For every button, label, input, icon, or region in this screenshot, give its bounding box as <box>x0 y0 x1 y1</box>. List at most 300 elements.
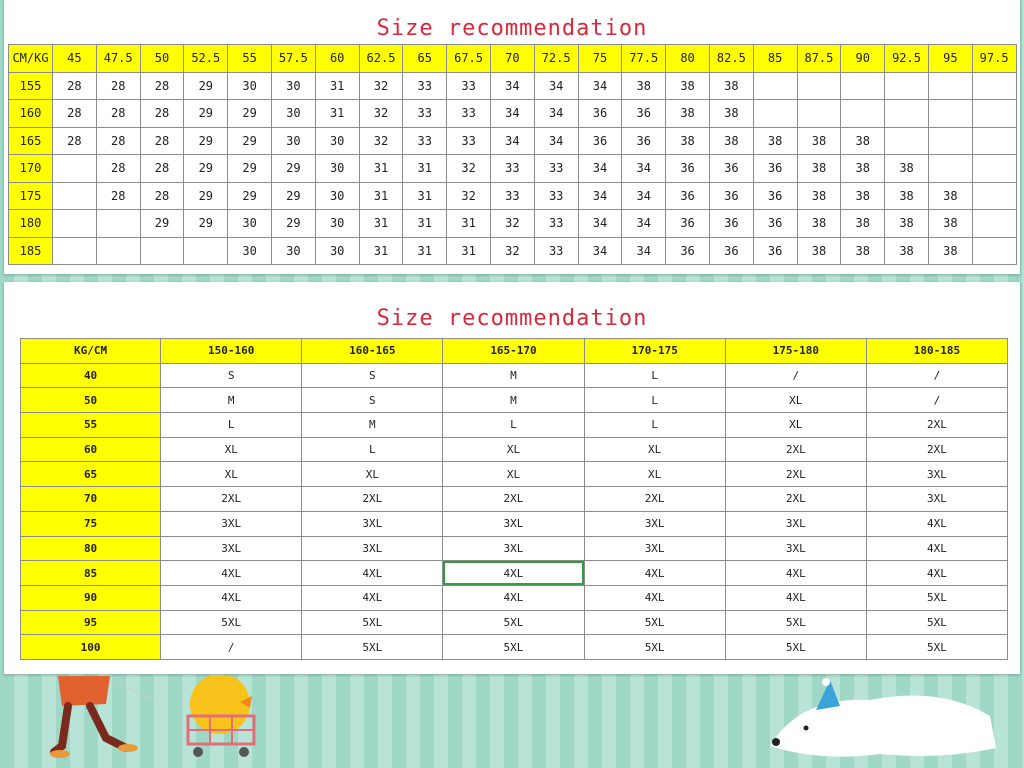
table-cell: 30 <box>315 182 359 210</box>
table-cell <box>184 237 228 265</box>
row-header: 170 <box>9 155 53 183</box>
table-cell: 29 <box>228 182 272 210</box>
table-cell: 28 <box>140 72 184 100</box>
table-cell <box>53 237 97 265</box>
table-cell: 31 <box>359 210 403 238</box>
table-cell: M <box>443 363 584 388</box>
selected-cell[interactable]: 4XL <box>443 561 584 586</box>
table-cell: 36 <box>709 210 753 238</box>
table-cell: 31 <box>403 155 447 183</box>
table-cell: XL <box>443 462 584 487</box>
table-cell: 32 <box>359 127 403 155</box>
table-cell: 30 <box>271 72 315 100</box>
table-cell: 31 <box>359 155 403 183</box>
table-cell: 5XL <box>584 610 725 635</box>
table-cell: 2XL <box>725 462 866 487</box>
table-row <box>21 487 1008 512</box>
table-cell <box>753 100 797 128</box>
table-cell: 30 <box>228 210 272 238</box>
table-cell <box>53 155 97 183</box>
table-row <box>21 462 1008 487</box>
table-cell: 29 <box>184 182 228 210</box>
table-cell: 38 <box>885 155 929 183</box>
table-cell: 3XL <box>443 536 584 561</box>
table-cell: 36 <box>666 210 710 238</box>
table-cell: L <box>584 413 725 438</box>
table-header-row <box>9 45 1017 73</box>
table-cell: 38 <box>797 127 841 155</box>
table-cell: XL <box>725 413 866 438</box>
table-row <box>21 363 1008 388</box>
table-cell: 28 <box>140 155 184 183</box>
table-cell: 28 <box>96 100 140 128</box>
table-cell: 33 <box>490 155 534 183</box>
table-cell: 34 <box>622 210 666 238</box>
table-cell: 4XL <box>302 585 443 610</box>
table-cell: 5XL <box>443 610 584 635</box>
row-header: 40 <box>21 363 161 388</box>
row-header: 85 <box>21 561 161 586</box>
table-cell: 31 <box>359 182 403 210</box>
table-cell <box>885 72 929 100</box>
table-cell: 34 <box>622 182 666 210</box>
table-cell: 33 <box>534 155 578 183</box>
column-header: 97.5 <box>972 45 1016 73</box>
table-cell: M <box>302 413 443 438</box>
table-cell <box>928 155 972 183</box>
table-cell: 38 <box>797 182 841 210</box>
table-row <box>9 127 1017 155</box>
table-cell: 5XL <box>302 610 443 635</box>
table-cell <box>972 210 1016 238</box>
table-cell <box>928 127 972 155</box>
table-cell: / <box>866 388 1007 413</box>
table-cell: 36 <box>666 182 710 210</box>
table-row <box>9 155 1017 183</box>
table-cell: 28 <box>96 182 140 210</box>
table-cell: 38 <box>841 210 885 238</box>
table-cell: 31 <box>315 100 359 128</box>
table-cell: 36 <box>578 100 622 128</box>
table-cell: 38 <box>797 237 841 265</box>
row-header: 55 <box>21 413 161 438</box>
table-header-row <box>21 339 1008 364</box>
column-header: 175-180 <box>725 339 866 364</box>
column-header: 65 <box>403 45 447 73</box>
column-header: 170-175 <box>584 339 725 364</box>
table-cell: 3XL <box>725 536 866 561</box>
table-cell: 36 <box>753 237 797 265</box>
table-cell: 31 <box>403 182 447 210</box>
table-cell <box>972 237 1016 265</box>
table-cell <box>885 127 929 155</box>
table-cell: / <box>725 363 866 388</box>
table-cell: 30 <box>228 72 272 100</box>
table-cell <box>928 72 972 100</box>
row-header: 65 <box>21 462 161 487</box>
table-cell: 28 <box>140 127 184 155</box>
table-cell: L <box>584 388 725 413</box>
table-cell: 5XL <box>866 635 1007 660</box>
table-cell: 2XL <box>161 487 302 512</box>
table-cell: 29 <box>271 155 315 183</box>
shopping-cart-chick-illustration <box>180 676 270 768</box>
row-header: 175 <box>9 182 53 210</box>
table-row <box>9 210 1017 238</box>
table-cell: 29 <box>184 100 228 128</box>
table-cell: 38 <box>841 155 885 183</box>
table-cell: 4XL <box>725 561 866 586</box>
column-header: 180-185 <box>866 339 1007 364</box>
table-cell: 33 <box>534 237 578 265</box>
table-cell: 36 <box>666 155 710 183</box>
table-cell <box>797 72 841 100</box>
table-cell: 32 <box>447 155 491 183</box>
table-cell <box>972 72 1016 100</box>
table-cell: 28 <box>53 72 97 100</box>
table-row <box>21 610 1008 635</box>
table-cell: 2XL <box>725 487 866 512</box>
table-cell: 31 <box>359 237 403 265</box>
table-cell: 38 <box>666 72 710 100</box>
table-cell: 29 <box>140 210 184 238</box>
table-cell: 3XL <box>443 511 584 536</box>
table-cell: 38 <box>622 72 666 100</box>
table-cell: 38 <box>885 210 929 238</box>
table-cell: 5XL <box>725 635 866 660</box>
corner-label: CM/KG <box>9 45 53 73</box>
table-cell: S <box>161 363 302 388</box>
table-cell: XL <box>302 462 443 487</box>
row-header: 80 <box>21 536 161 561</box>
table-cell: 38 <box>753 127 797 155</box>
table-cell: 29 <box>271 182 315 210</box>
table-cell: 34 <box>490 72 534 100</box>
table-cell: 33 <box>447 72 491 100</box>
table-cell: 36 <box>622 127 666 155</box>
table-row <box>21 413 1008 438</box>
table-cell: 34 <box>622 155 666 183</box>
table-cell: 38 <box>841 237 885 265</box>
table-cell: 5XL <box>302 635 443 660</box>
table-cell: XL <box>161 437 302 462</box>
table-cell: 3XL <box>161 511 302 536</box>
table-cell: 32 <box>490 210 534 238</box>
table-cell: 2XL <box>725 437 866 462</box>
row-header: 180 <box>9 210 53 238</box>
column-header: 165-170 <box>443 339 584 364</box>
table-cell: 36 <box>666 237 710 265</box>
row-header: 70 <box>21 487 161 512</box>
table-cell: 34 <box>578 182 622 210</box>
table-cell: 32 <box>359 72 403 100</box>
table-cell: 3XL <box>866 487 1007 512</box>
table-cell <box>885 100 929 128</box>
table-cell: 30 <box>315 210 359 238</box>
table-cell: 36 <box>709 237 753 265</box>
table-cell <box>972 127 1016 155</box>
table-cell: 38 <box>841 182 885 210</box>
table-cell <box>841 72 885 100</box>
table-cell: 2XL <box>302 487 443 512</box>
table-cell: 29 <box>184 155 228 183</box>
table-cell: 38 <box>797 210 841 238</box>
column-header: 150-160 <box>161 339 302 364</box>
table-cell: / <box>866 363 1007 388</box>
table-row <box>9 72 1017 100</box>
row-header: 155 <box>9 72 53 100</box>
table-cell: 38 <box>928 210 972 238</box>
table-cell: XL <box>584 462 725 487</box>
height-weight-size-panel <box>4 0 1020 274</box>
row-header: 75 <box>21 511 161 536</box>
weight-height-letter-size-table <box>20 338 1008 660</box>
table-cell: 33 <box>447 100 491 128</box>
table-cell: 36 <box>753 155 797 183</box>
table-cell <box>972 155 1016 183</box>
table-cell: 30 <box>271 237 315 265</box>
table-cell: XL <box>161 462 302 487</box>
table-cell <box>96 210 140 238</box>
top-chart-title: Size recommendation <box>376 16 648 41</box>
table-cell: 30 <box>271 100 315 128</box>
column-header: 50 <box>140 45 184 73</box>
column-header: 45 <box>53 45 97 73</box>
row-header: 95 <box>21 610 161 635</box>
row-header: 50 <box>21 388 161 413</box>
table-cell: 31 <box>403 237 447 265</box>
table-cell <box>928 100 972 128</box>
table-cell: 28 <box>53 100 97 128</box>
table-cell: 33 <box>403 127 447 155</box>
table-cell: 30 <box>315 155 359 183</box>
table-cell: 38 <box>709 100 753 128</box>
column-header: 90 <box>841 45 885 73</box>
table-cell: 31 <box>447 210 491 238</box>
table-cell: 3XL <box>584 536 725 561</box>
table-cell: 32 <box>359 100 403 128</box>
table-cell: 4XL <box>584 561 725 586</box>
table-cell: M <box>161 388 302 413</box>
table-cell: M <box>443 388 584 413</box>
table-cell: 33 <box>403 100 447 128</box>
table-row <box>21 536 1008 561</box>
table-cell: 4XL <box>161 585 302 610</box>
table-cell: 30 <box>315 237 359 265</box>
table-cell: 34 <box>490 127 534 155</box>
row-header: 185 <box>9 237 53 265</box>
column-header: 72.5 <box>534 45 578 73</box>
column-header: 70 <box>490 45 534 73</box>
table-cell: 28 <box>96 127 140 155</box>
table-cell: 3XL <box>584 511 725 536</box>
table-cell: 38 <box>841 127 885 155</box>
column-header: 77.5 <box>622 45 666 73</box>
table-cell: 38 <box>797 155 841 183</box>
table-row <box>9 100 1017 128</box>
table-cell: 4XL <box>443 585 584 610</box>
column-header: 160-165 <box>302 339 443 364</box>
table-cell <box>96 237 140 265</box>
table-row <box>21 388 1008 413</box>
table-cell: 34 <box>534 72 578 100</box>
table-cell: 29 <box>271 210 315 238</box>
table-cell: 31 <box>403 210 447 238</box>
table-cell: 33 <box>447 127 491 155</box>
table-cell <box>140 237 184 265</box>
table-cell <box>841 100 885 128</box>
table-cell <box>797 100 841 128</box>
table-cell: 29 <box>184 127 228 155</box>
table-cell: 30 <box>228 237 272 265</box>
table-cell: 29 <box>228 127 272 155</box>
table-cell: 28 <box>53 127 97 155</box>
table-row <box>9 237 1017 265</box>
column-header: 87.5 <box>797 45 841 73</box>
table-row <box>21 585 1008 610</box>
table-cell: 33 <box>490 182 534 210</box>
table-cell: 34 <box>490 100 534 128</box>
table-cell: 28 <box>96 155 140 183</box>
polar-bear-illustration <box>760 676 1000 768</box>
table-row <box>21 635 1008 660</box>
table-cell: 28 <box>96 72 140 100</box>
column-header: 80 <box>666 45 710 73</box>
table-row <box>9 182 1017 210</box>
column-header: 57.5 <box>271 45 315 73</box>
table-cell: 33 <box>534 182 578 210</box>
column-header: 55 <box>228 45 272 73</box>
table-row <box>21 437 1008 462</box>
table-cell: 29 <box>184 72 228 100</box>
table-cell: 34 <box>622 237 666 265</box>
table-cell: 36 <box>578 127 622 155</box>
column-header: 60 <box>315 45 359 73</box>
table-cell: 2XL <box>584 487 725 512</box>
table-cell: L <box>302 437 443 462</box>
table-cell: 38 <box>666 127 710 155</box>
table-cell: 36 <box>753 210 797 238</box>
table-cell: 33 <box>403 72 447 100</box>
table-cell: 34 <box>534 127 578 155</box>
table-cell: XL <box>443 437 584 462</box>
table-cell: 34 <box>578 210 622 238</box>
table-cell: 29 <box>184 210 228 238</box>
table-cell: 38 <box>928 182 972 210</box>
table-cell: 36 <box>709 182 753 210</box>
table-cell: 29 <box>228 100 272 128</box>
person-illustration <box>40 676 160 768</box>
table-cell: 3XL <box>302 511 443 536</box>
table-cell: 38 <box>885 237 929 265</box>
table-row <box>21 561 1008 586</box>
table-cell: 29 <box>228 155 272 183</box>
column-header: 67.5 <box>447 45 491 73</box>
table-cell: 38 <box>709 72 753 100</box>
table-cell: 4XL <box>584 585 725 610</box>
bottom-chart-title: Size recommendation <box>376 306 648 331</box>
table-cell <box>972 182 1016 210</box>
weight-height-letter-size-panel <box>4 282 1020 674</box>
table-cell: XL <box>584 437 725 462</box>
table-cell: S <box>302 388 443 413</box>
column-header: 82.5 <box>709 45 753 73</box>
table-cell: 38 <box>928 237 972 265</box>
column-header: 95 <box>928 45 972 73</box>
table-cell: XL <box>725 388 866 413</box>
table-cell: 2XL <box>443 487 584 512</box>
table-cell: 4XL <box>161 561 302 586</box>
table-cell: 2XL <box>866 413 1007 438</box>
table-cell: / <box>161 635 302 660</box>
table-cell: S <box>302 363 443 388</box>
table-cell: 38 <box>709 127 753 155</box>
table-cell: 4XL <box>302 561 443 586</box>
table-cell: 3XL <box>866 462 1007 487</box>
table-cell: 30 <box>271 127 315 155</box>
table-cell: 2XL <box>866 437 1007 462</box>
table-cell: 5XL <box>725 610 866 635</box>
table-cell: L <box>443 413 584 438</box>
table-cell: 5XL <box>866 610 1007 635</box>
row-header: 60 <box>21 437 161 462</box>
column-header: 62.5 <box>359 45 403 73</box>
column-header: 85 <box>753 45 797 73</box>
table-cell: 28 <box>140 182 184 210</box>
corner-label: KG/CM <box>21 339 161 364</box>
table-cell: 28 <box>140 100 184 128</box>
table-cell <box>753 72 797 100</box>
column-header: 52.5 <box>184 45 228 73</box>
table-cell: L <box>161 413 302 438</box>
row-header: 100 <box>21 635 161 660</box>
table-cell: 36 <box>709 155 753 183</box>
table-cell: 4XL <box>866 511 1007 536</box>
row-header: 90 <box>21 585 161 610</box>
table-cell <box>53 182 97 210</box>
table-cell: 4XL <box>866 536 1007 561</box>
table-cell: 31 <box>447 237 491 265</box>
table-cell: 34 <box>534 100 578 128</box>
table-cell: 36 <box>622 100 666 128</box>
table-cell: 5XL <box>866 585 1007 610</box>
table-cell: 5XL <box>584 635 725 660</box>
height-weight-size-table <box>8 44 1017 265</box>
table-row <box>21 511 1008 536</box>
table-cell: 3XL <box>161 536 302 561</box>
row-header: 165 <box>9 127 53 155</box>
table-cell: 31 <box>315 72 359 100</box>
table-cell: 36 <box>753 182 797 210</box>
table-cell: 34 <box>578 72 622 100</box>
table-cell: 5XL <box>443 635 584 660</box>
table-cell: 4XL <box>866 561 1007 586</box>
table-cell: 3XL <box>725 511 866 536</box>
table-cell <box>53 210 97 238</box>
table-cell: 33 <box>534 210 578 238</box>
row-header: 160 <box>9 100 53 128</box>
table-cell: 38 <box>666 100 710 128</box>
table-cell: 4XL <box>725 585 866 610</box>
table-cell: 5XL <box>161 610 302 635</box>
table-cell <box>972 100 1016 128</box>
table-cell: 30 <box>315 127 359 155</box>
table-cell: 34 <box>578 237 622 265</box>
column-header: 75 <box>578 45 622 73</box>
table-cell: 34 <box>578 155 622 183</box>
table-cell: 32 <box>490 237 534 265</box>
column-header: 47.5 <box>96 45 140 73</box>
